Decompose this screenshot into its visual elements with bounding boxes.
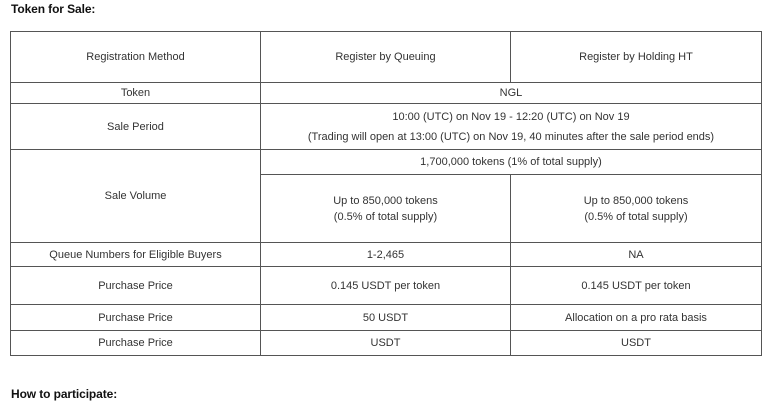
sale-volume-holding-amount: Up to 850,000 tokens bbox=[583, 194, 689, 207]
sale-volume-holding bbox=[510, 175, 761, 243]
header-cell-registration-method: Registration Method bbox=[11, 32, 261, 83]
purchase-price-3-holding: USDT bbox=[510, 331, 761, 356]
queue-numbers-holding: NA bbox=[510, 243, 761, 267]
token-sale-table bbox=[10, 31, 762, 356]
sale-period-trading-note: (Trading will open at 13:00 (UTC) on Nov 19, 40 minutes after the sale period ends) bbox=[307, 130, 715, 143]
row-label-purchase-price-1: Purchase Price bbox=[11, 267, 261, 305]
section-heading-how-to-participate: How to participate: bbox=[11, 387, 118, 401]
row-label-token: Token bbox=[11, 83, 261, 104]
table-header-row bbox=[11, 32, 762, 83]
row-label-sale-volume: Sale Volume bbox=[11, 150, 261, 243]
queue-numbers-queuing: 1-2,465 bbox=[260, 243, 510, 267]
purchase-price-1-queuing: 0.145 USDT per token bbox=[260, 267, 510, 305]
sale-period-value bbox=[260, 104, 761, 150]
sale-volume-queuing bbox=[260, 175, 510, 243]
table-row-queue-numbers bbox=[11, 243, 762, 267]
sale-volume-queuing-amount: Up to 850,000 tokens bbox=[333, 194, 438, 207]
row-label-queue-numbers: Queue Numbers for Eligible Buyers bbox=[11, 243, 261, 267]
table-row-purchase-price-3 bbox=[11, 331, 762, 356]
table-row-purchase-price-2 bbox=[11, 305, 762, 331]
purchase-price-3-queuing: USDT bbox=[260, 331, 510, 356]
row-label-sale-period: Sale Period bbox=[11, 104, 261, 150]
row-label-purchase-price-2: Purchase Price bbox=[11, 305, 261, 331]
sale-volume-total: 1,700,000 tokens (1% of total supply) bbox=[260, 150, 761, 175]
header-cell-register-by-holding: Register by Holding HT bbox=[510, 32, 761, 83]
header-cell-register-by-queuing: Register by Queuing bbox=[260, 32, 510, 83]
table-row-token bbox=[11, 83, 762, 104]
purchase-price-2-queuing: 50 USDT bbox=[260, 305, 510, 331]
table-row-sale-volume bbox=[11, 150, 762, 175]
table-row-purchase-price-1 bbox=[11, 267, 762, 305]
sale-volume-holding-share: (0.5% of total supply) bbox=[584, 210, 688, 223]
purchase-price-1-holding: 0.145 USDT per token bbox=[510, 267, 761, 305]
token-value: NGL bbox=[260, 83, 761, 104]
table-row-sale-period bbox=[11, 104, 762, 150]
sale-volume-queuing-share: (0.5% of total supply) bbox=[333, 210, 438, 223]
sale-period-time-range: 10:00 (UTC) on Nov 19 - 12:20 (UTC) on Nov 19 bbox=[392, 110, 630, 123]
row-label-purchase-price-3: Purchase Price bbox=[11, 331, 261, 356]
purchase-price-2-holding: Allocation on a pro rata basis bbox=[510, 305, 761, 331]
section-heading-token-for-sale: Token for Sale: bbox=[11, 2, 96, 16]
